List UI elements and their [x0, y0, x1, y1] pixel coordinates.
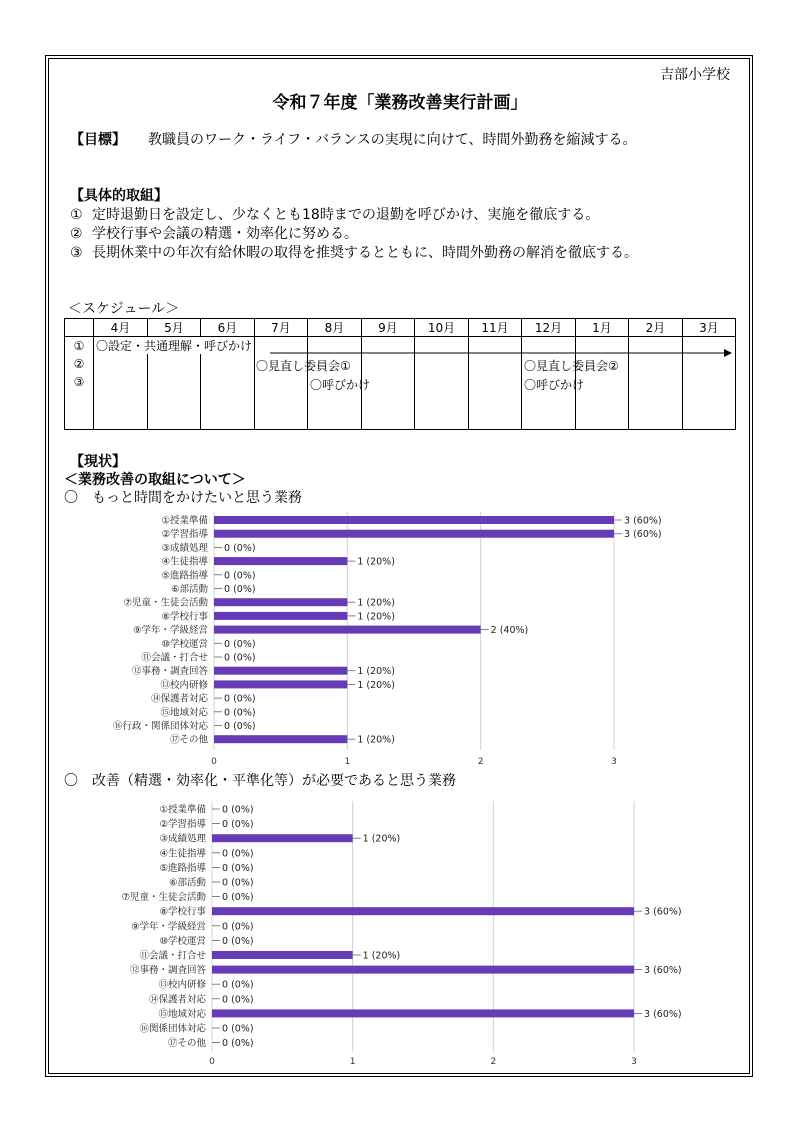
- schedule-table: [64, 318, 736, 430]
- category-label: ③成績処理: [159, 833, 206, 845]
- schedule-arrow: [94, 346, 734, 360]
- page-title: 令和７年度「業務改善実行計画」: [272, 93, 528, 113]
- bar: [214, 598, 347, 606]
- chart2-question: 〇 改善（精選・効率化・平準化等）が必要であると思う業務: [64, 773, 456, 789]
- category-label: ⑨学年・学級経営: [132, 625, 208, 637]
- row-label: ①: [73, 339, 85, 353]
- row-labels-cell: [65, 337, 94, 430]
- x-tick-label: 0: [209, 1057, 215, 1067]
- bar: [212, 907, 634, 915]
- bar: [214, 667, 347, 675]
- category-label: ①授業準備: [159, 804, 206, 816]
- data-label: 1 (20%): [357, 734, 395, 746]
- category-label: ⑯関係団体対応: [139, 1023, 206, 1035]
- data-label: 1 (20%): [362, 950, 401, 962]
- x-tick-label: 3: [631, 1057, 637, 1067]
- bar: [214, 680, 347, 688]
- category-label: ⑫事務・調査回答: [131, 666, 208, 678]
- category-label: ⑫事務・調査回答: [129, 965, 206, 977]
- category-label: ⑧学校行事: [159, 906, 206, 918]
- month-cell: 11月: [469, 319, 522, 337]
- effort-text: 学校行事や会議の精選・効率化に努める。: [92, 226, 358, 242]
- data-label: 0 (0%): [224, 693, 256, 705]
- x-tick-label: 2: [490, 1057, 497, 1067]
- x-tick-label: 1: [349, 1057, 356, 1067]
- status-subheading: ＜業務改善の取組について＞: [64, 472, 246, 488]
- data-label: 0 (0%): [222, 862, 254, 874]
- category-label: ⑭保護者対応: [150, 693, 208, 705]
- x-tick-label: 2: [477, 757, 484, 767]
- goal-text: 教職員のワーク・ライフ・バランスの実現に向けて、時間外勤務を縮減する。: [148, 132, 637, 148]
- category-label: ⑬校内研修: [160, 679, 208, 691]
- category-label: ⑪会議・打合せ: [139, 950, 206, 962]
- bar: [214, 557, 347, 565]
- data-label: 1 (20%): [357, 597, 395, 609]
- month-cell: 12月: [522, 319, 576, 337]
- bar: [214, 530, 614, 538]
- category-label: ⑩学校運営: [161, 638, 208, 650]
- month-cell: 10月: [415, 319, 469, 337]
- effort-item-1: [70, 204, 599, 224]
- data-label: 1 (20%): [357, 611, 395, 623]
- schedule-event-1: 〇設定・共通理解・呼びかけ: [96, 339, 253, 353]
- data-label: 0 (0%): [224, 542, 256, 554]
- effort-item-2: [70, 223, 358, 243]
- status-heading: 【現状】: [70, 454, 126, 470]
- schedule-event-3: 〇呼びかけ: [310, 378, 371, 392]
- data-label: 0 (0%): [224, 638, 256, 650]
- schedule-corner-cell: [65, 319, 94, 337]
- schedule-event-5: 〇呼びかけ: [524, 378, 585, 392]
- month-cell: 6月: [201, 319, 255, 337]
- data-label: 0 (0%): [222, 935, 254, 947]
- effort-item-3: [70, 242, 638, 262]
- data-label: 0 (0%): [222, 1038, 254, 1050]
- month-cell: 2月: [629, 319, 683, 337]
- row-label: ②: [73, 357, 85, 371]
- data-label: 0 (0%): [222, 994, 254, 1006]
- category-label: ④生徒指導: [161, 556, 208, 568]
- schedule-event-2: 〇見直し委員会①: [256, 359, 351, 373]
- chart1-question: 〇 もっと時間をかけたいと思う業務: [64, 490, 302, 506]
- row-label: ③: [73, 375, 85, 389]
- x-tick-label: 1: [344, 757, 351, 767]
- data-label: 0 (0%): [224, 584, 256, 595]
- category-label: ⑥部活動: [170, 584, 208, 595]
- data-label: 0 (0%): [224, 652, 256, 664]
- category-label: ⑦児童・生徒会活動: [123, 597, 208, 609]
- month-cell: 7月: [255, 319, 308, 337]
- goal-label: 【目標】: [70, 132, 126, 148]
- bar: [212, 966, 634, 974]
- data-label: 0 (0%): [222, 819, 254, 831]
- schedule-event-4: 〇見直し委員会②: [524, 359, 619, 373]
- bar: [214, 626, 481, 634]
- data-label: 3 (60%): [624, 529, 662, 541]
- month-cell: 8月: [308, 319, 362, 337]
- schedule-header-row: [65, 319, 736, 337]
- effort-num: ①: [70, 207, 83, 223]
- category-label: ⑨学年・学級経営: [130, 921, 206, 933]
- data-label: 1 (20%): [362, 833, 401, 845]
- month-cell: 1月: [576, 319, 629, 337]
- bar: [214, 516, 614, 524]
- bar: [214, 735, 347, 743]
- data-label: 0 (0%): [224, 707, 256, 719]
- category-label: ⑦児童・生徒会活動: [121, 892, 206, 904]
- category-label: ⑬校内研修: [158, 979, 206, 991]
- category-label: ②学習指導: [161, 529, 208, 541]
- effort-num: ②: [70, 226, 83, 242]
- data-label: 3 (60%): [644, 1008, 682, 1020]
- category-label: ⑤進路指導: [161, 570, 208, 582]
- data-label: 3 (60%): [624, 515, 662, 527]
- category-label: ⑯行政・関係団体対応: [112, 721, 208, 732]
- school-name: 吉部小学校: [660, 67, 730, 83]
- category-label: ⑰その他: [167, 1038, 206, 1050]
- category-label: ④生徒指導: [159, 848, 206, 860]
- efforts-heading: 【具体的取組】: [70, 188, 168, 204]
- data-label: 0 (0%): [222, 848, 254, 860]
- category-label: ③成績処理: [161, 542, 208, 554]
- data-label: 0 (0%): [222, 921, 254, 933]
- category-label: ⑩学校運営: [159, 935, 206, 947]
- data-label: 1 (20%): [357, 666, 395, 678]
- data-label: 0 (0%): [222, 892, 254, 904]
- category-label: ⑰その他: [169, 734, 208, 746]
- effort-text: 長期休業中の年次有給休暇の取得を推奨するとともに、時間外勤務の解消を徹底する。: [92, 245, 638, 261]
- category-label: ⑧学校行事: [161, 611, 208, 623]
- effort-text: 定時退勤日を設定し、少なくとも18時までの退勤を呼びかけ、実施を徹底する。: [92, 207, 600, 223]
- data-label: 1 (20%): [357, 679, 395, 691]
- chart-more-time: [55, 510, 715, 772]
- data-label: 3 (60%): [644, 965, 682, 977]
- category-label: ⑭保護者対応: [148, 994, 206, 1006]
- data-label: 3 (60%): [644, 906, 682, 918]
- category-label: ⑪会議・打合せ: [141, 652, 208, 664]
- x-tick-label: 0: [211, 757, 217, 767]
- category-label: ①授業準備: [161, 515, 208, 527]
- data-label: 2 (40%): [490, 625, 529, 637]
- data-label: 0 (0%): [222, 979, 254, 991]
- chart-needs-improvement: [55, 800, 715, 1072]
- data-label: 0 (0%): [224, 721, 256, 732]
- bar: [214, 612, 347, 620]
- category-label: ⑮地域対応: [160, 707, 208, 719]
- schedule-heading: ＜スケジュール＞: [68, 301, 180, 317]
- data-label: 0 (0%): [222, 1023, 254, 1035]
- category-label: ②学習指導: [159, 819, 206, 831]
- bar: [212, 1009, 634, 1017]
- bar: [212, 951, 353, 959]
- x-tick-label: 3: [611, 757, 617, 767]
- category-label: ⑥部活動: [168, 877, 206, 889]
- month-cell: 3月: [683, 319, 736, 337]
- bar: [212, 834, 353, 842]
- month-cell: 9月: [362, 319, 415, 337]
- data-label: 0 (0%): [222, 804, 254, 816]
- month-cell: 5月: [148, 319, 201, 337]
- effort-num: ③: [70, 245, 83, 261]
- month-cell: 4月: [94, 319, 148, 337]
- data-label: 0 (0%): [222, 877, 254, 889]
- goal-line: [70, 129, 636, 149]
- data-label: 1 (20%): [357, 556, 395, 568]
- data-label: 0 (0%): [224, 570, 256, 582]
- category-label: ⑤進路指導: [159, 862, 206, 874]
- category-label: ⑮地域対応: [158, 1008, 206, 1020]
